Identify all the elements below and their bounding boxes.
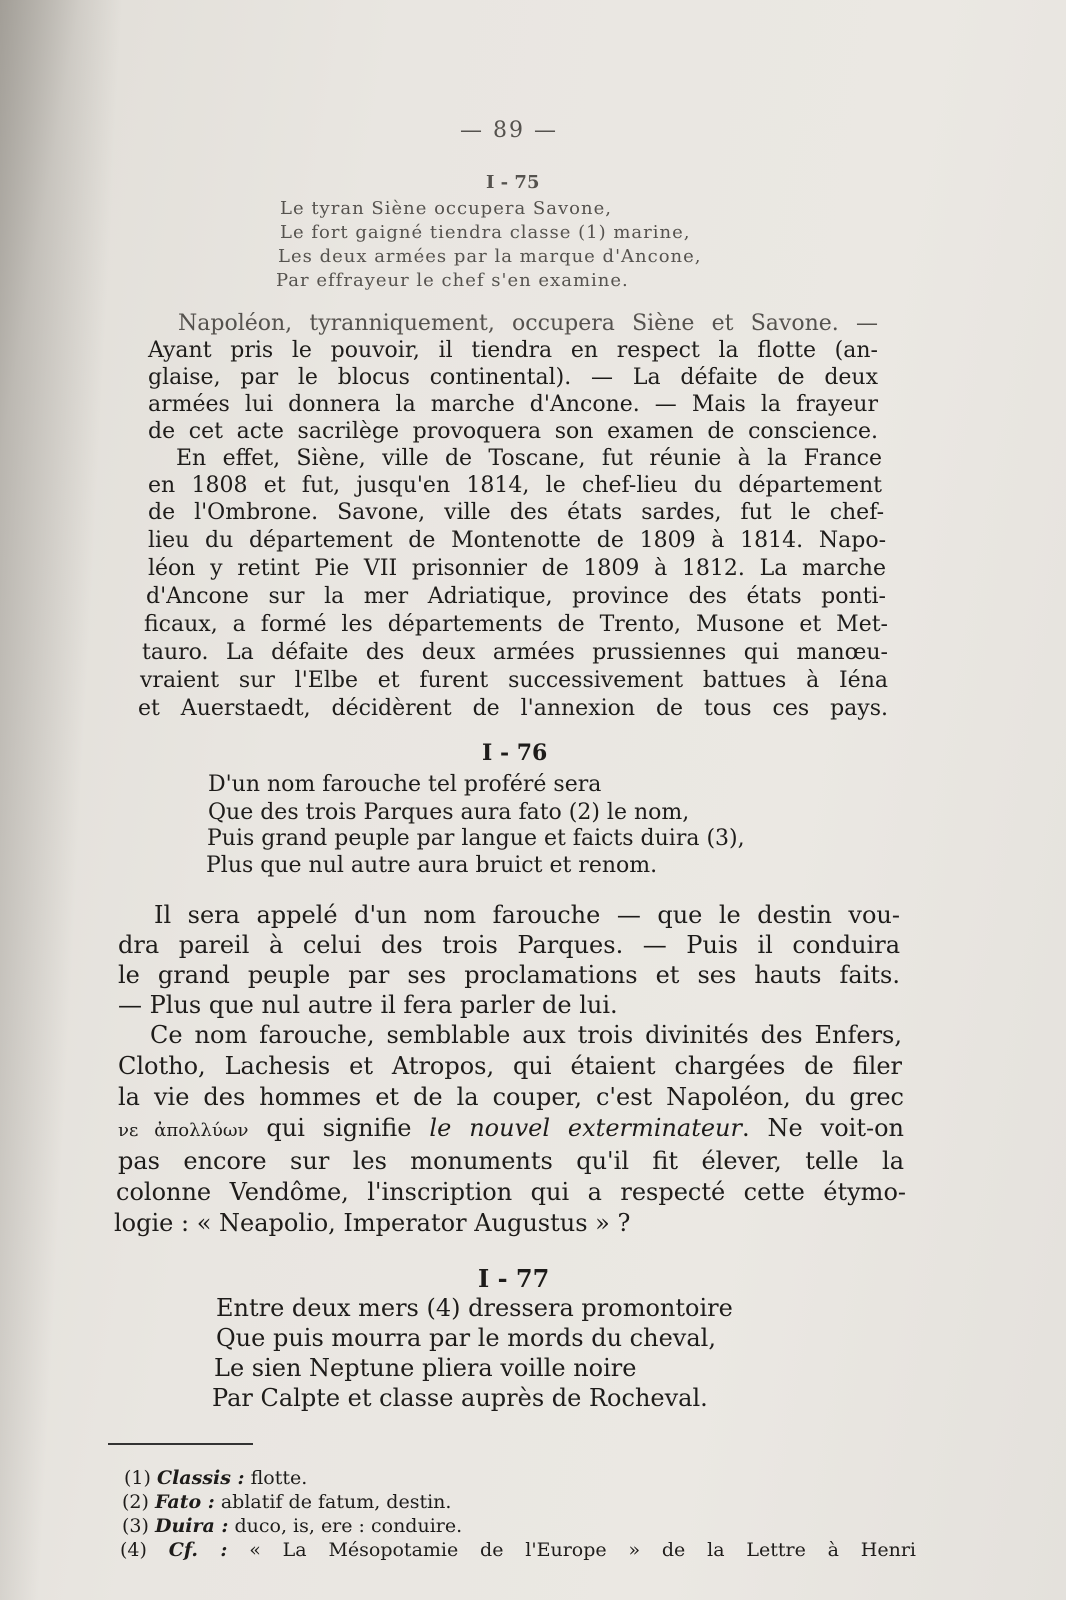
footnote-term: Classis : [156,1467,245,1489]
footnote-term: Fato : [154,1491,215,1513]
verse-line: Par Calpte et classe auprès de Rocheval. [212,1384,708,1412]
paragraph-line: Ce nom farouche, semblable aux trois divinités des Enfers, [150,1021,902,1049]
verse-line: Par effrayeur le chef s'en examine. [276,270,629,291]
paragraph-line: vraient sur l'Elbe et furent successivement battues à Iéna [140,668,888,693]
verse-line: D'un nom farouche tel proféré sera [208,772,602,797]
verse-line: Que puis mourra par le mords du cheval, [216,1324,716,1352]
footnote: (4) Cf. : « La Mésopotamie de l'Europe » de la Lettre à Henri [120,1539,916,1561]
italic-phrase: le nouvel exterminateur [429,1114,742,1142]
quatrain-heading: I - 77 [478,1264,550,1293]
paragraph-line: En effet, Siène, ville de Toscane, fut réunie à la France [176,446,882,471]
paragraph-line-greek: νε ἀπολλύων qui signifie le nouvel exterminateur. Ne voit-on [118,1114,904,1142]
paragraph-line: Napoléon, tyranniquement, occupera Siène et Savone. — [178,311,878,336]
verse-line: Plus que nul autre aura bruict et renom. [206,853,658,878]
paragraph-line: glaise, par le blocus continental). — La défaite de deux [148,365,878,390]
paragraph-line: tauro. La défaite des deux armées prussiennes qui manœu- [142,640,888,665]
quatrain-heading: I - 76 [482,740,548,766]
paragraph-line: lieu du département de Montenotte de 1809 à 1814. Napo- [148,528,886,553]
footnote-term: Cf. : [168,1539,228,1561]
verse-line: Le tyran Siène occupera Savone, [280,198,612,219]
footnote: (1) Classis : flotte. [124,1467,308,1489]
quatrain-heading: I - 75 [486,172,540,193]
paragraph-line: léon y retint Pie VII prisonnier de 1809 à 1812. La marche [148,556,886,581]
verse-line: Le sien Neptune pliera voille noire [214,1354,637,1382]
paragraph-line: dra pareil à celui des trois Parques. — Puis il conduira [118,931,900,959]
verse-line: Entre deux mers (4) dressera promontoire [216,1294,733,1322]
paragraph-line: de l'Ombrone. Savone, ville des états sardes, fut le chef- [148,500,884,525]
verse-line: Les deux armées par la marque d'Ancone, [278,246,702,267]
footnote-term: Duira : [154,1515,229,1537]
paragraph-line: Ayant pris le pouvoir, il tiendra en respect la flotte (an- [148,338,878,363]
commentary-block [138,310,888,723]
paragraph-line: armées lui donnera la marche d'Ancone. — Mais la frayeur [148,392,878,417]
paragraph-line: et Auerstaedt, décidèrent de l'annexion de tous ces pays. [138,696,888,721]
paragraph-line: colonne Vendôme, l'inscription qui a respecté cette étymo- [116,1178,906,1206]
paragraph-line: — Plus que nul autre il fera parler de lui. [118,991,618,1019]
paragraph-line: pas encore sur les monuments qu'il fit élever, telle la [118,1147,904,1175]
paragraph-line: logie : « Neapolio, Imperator Augustus » ? [114,1209,631,1237]
paragraph-line: le grand peuple par ses proclamations et ses hauts faits. [118,961,900,989]
commentary-block [114,900,906,1239]
footnote: (3) Duira : duco, is, ere : conduire. [122,1515,463,1537]
page-number: — 89 — [460,118,558,143]
paragraph-line: de cet acte sacrilège provoquera son examen de conscience. [148,419,878,444]
paragraph-line: Il sera appelé d'un nom farouche — que le destin vou- [154,901,900,929]
paragraph-line: ficaux, a formé les départements de Trento, Musone et Met- [144,612,888,637]
paragraph-line: d'Ancone sur la mer Adriatique, province des états ponti- [146,584,886,609]
footnote: (2) Fato : ablatif de fatum, destin. [122,1491,452,1513]
paragraph-line: Clotho, Lachesis et Atropos, qui étaient chargées de filer [118,1052,902,1080]
paragraph-line: la vie des hommes et de la couper, c'est Napoléon, du grec [118,1083,904,1111]
verse-line: Le fort gaigné tiendra classe (1) marine, [280,222,691,243]
greek-word: νε ἀπολλύων [118,1120,249,1141]
verse-line: Que des trois Parques aura fato (2) le nom, [208,800,690,825]
paragraph-line: en 1808 et fut, jusqu'en 1814, le chef-lieu du département [148,473,882,498]
footnote-separator [108,1443,253,1445]
verse-line: Puis grand peuple par langue et faicts duira (3), [207,826,745,851]
